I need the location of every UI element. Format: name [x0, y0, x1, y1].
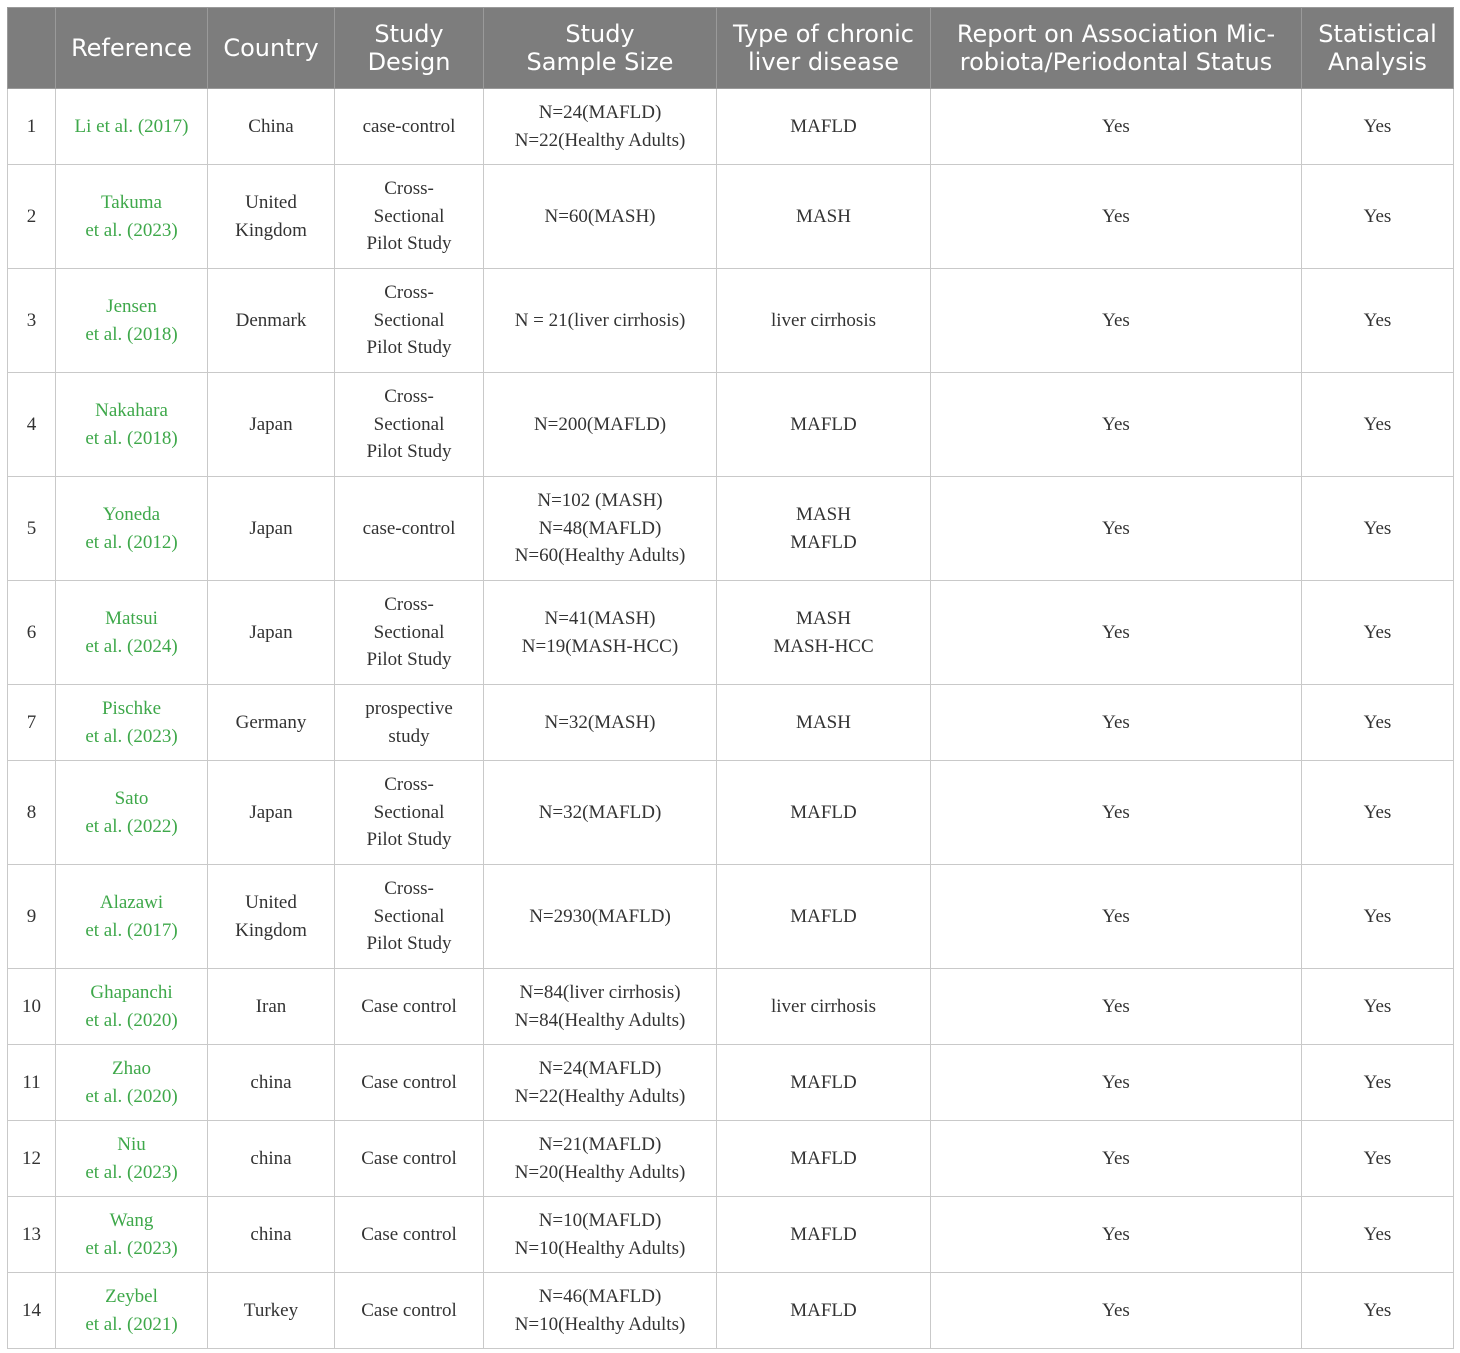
cell-disease-type-line: MAFLD: [790, 801, 857, 823]
cell-sample-size: [484, 865, 717, 969]
cell-country-line: United: [245, 891, 297, 913]
cell-reference-line: et al. (2020): [85, 1009, 178, 1031]
cell-study-design-line: prospective: [365, 697, 453, 719]
cell-statistical-analysis: Yes: [1302, 165, 1454, 269]
cell-statistical-analysis: Yes: [1302, 373, 1454, 477]
cell-disease-type: [717, 685, 931, 761]
cell-sample-size-line: N=48(MAFLD): [538, 517, 662, 539]
table-row: [8, 89, 1454, 165]
cell-sample-size-line: N=10(Healthy Adults): [514, 1237, 686, 1259]
cell-study-design-line: Pilot Study: [366, 233, 452, 255]
cell-country: [208, 685, 335, 761]
cell-sample-size-line: N=20(Healthy Adults): [514, 1161, 686, 1183]
cell-disease-type: [717, 1273, 931, 1349]
header-disease-type: Type of chronic liver disease: [717, 8, 931, 89]
cell-study-design-line: Cross-: [384, 594, 434, 616]
cell-sample-size: [484, 269, 717, 373]
cell-reference: [56, 373, 208, 477]
cell-country: [208, 477, 335, 581]
cell-country-line: Iran: [255, 995, 287, 1017]
cell-statistical-analysis: Yes: [1302, 865, 1454, 969]
table-row: [8, 1121, 1454, 1197]
cell-association-report: Yes: [931, 1197, 1302, 1273]
cell-disease-type-line: MAFLD: [790, 1299, 857, 1321]
cell-study-design: [335, 761, 484, 865]
cell-disease-type-line: MASH: [796, 503, 851, 525]
cell-study-design-line: Cross-: [384, 178, 434, 200]
cell-reference: [56, 865, 208, 969]
cell-disease-type: [717, 269, 931, 373]
cell-disease-type: [717, 969, 931, 1045]
cell-country: [208, 865, 335, 969]
cell-disease-type-line: MAFLD: [790, 1071, 857, 1093]
cell-disease-type: [717, 1197, 931, 1273]
cell-country: [208, 969, 335, 1045]
cell-association-report: Yes: [931, 477, 1302, 581]
cell-study-design: [335, 865, 484, 969]
cell-number: 6: [8, 581, 56, 685]
cell-reference-line: Sato: [114, 787, 149, 809]
header-row: [8, 8, 1454, 89]
cell-study-design-line: Case control: [361, 1299, 457, 1321]
cell-study-design-line: Sectional: [373, 905, 445, 927]
cell-reference-line: et al. (2024): [85, 635, 178, 657]
cell-study-design: [335, 1197, 484, 1273]
cell-sample-size-line: N=60(Healthy Adults): [514, 545, 686, 567]
cell-reference-line: Takuma: [101, 191, 162, 213]
cell-reference-line: Jensen: [106, 295, 157, 317]
table-row: [8, 373, 1454, 477]
cell-reference: [56, 1273, 208, 1349]
cell-statistical-analysis: Yes: [1302, 761, 1454, 865]
cell-study-design: [335, 89, 484, 165]
cell-country-line: china: [250, 1071, 292, 1093]
cell-statistical-analysis: Yes: [1302, 1273, 1454, 1349]
cell-reference-line: et al. (2018): [85, 427, 178, 449]
cell-statistical-analysis: Yes: [1302, 1045, 1454, 1121]
cell-country-line: Japan: [249, 517, 293, 539]
cell-study-design-line: study: [388, 725, 430, 747]
cell-country: [208, 373, 335, 477]
cell-statistical-analysis: Yes: [1302, 969, 1454, 1045]
cell-study-design-line: Case control: [361, 1071, 457, 1093]
cell-study-design-line: Case control: [361, 1147, 457, 1169]
cell-reference: [56, 581, 208, 685]
cell-statistical-analysis: Yes: [1302, 685, 1454, 761]
header-number: [8, 8, 56, 89]
cell-study-design: [335, 1045, 484, 1121]
cell-reference: [56, 1121, 208, 1197]
cell-sample-size: [484, 1045, 717, 1121]
cell-reference: [56, 1197, 208, 1273]
cell-study-design-line: Sectional: [373, 413, 445, 435]
cell-disease-type-line: MAFLD: [790, 531, 857, 553]
cell-number: 3: [8, 269, 56, 373]
cell-number: 2: [8, 165, 56, 269]
cell-reference-line: Niu: [117, 1133, 146, 1155]
cell-country-line: United: [245, 191, 297, 213]
cell-statistical-analysis: Yes: [1302, 1197, 1454, 1273]
cell-association-report: Yes: [931, 969, 1302, 1045]
cell-reference-line: et al. (2020): [85, 1085, 178, 1107]
cell-number: 12: [8, 1121, 56, 1197]
cell-sample-size-line: N=32(MAFLD): [538, 801, 662, 823]
table-row: [8, 165, 1454, 269]
cell-sample-size: [484, 89, 717, 165]
table-row: [8, 1197, 1454, 1273]
cell-study-design-line: Cross-: [384, 282, 434, 304]
header-country: Country: [208, 8, 335, 89]
cell-disease-type: [717, 165, 931, 269]
table-row: [8, 1273, 1454, 1349]
cell-country-line: Japan: [249, 413, 293, 435]
cell-association-report: Yes: [931, 761, 1302, 865]
table-body: [8, 89, 1454, 1349]
cell-country: [208, 1121, 335, 1197]
cell-association-report: Yes: [931, 685, 1302, 761]
cell-sample-size-line: N=24(MAFLD): [538, 101, 662, 123]
cell-study-design-line: case-control: [362, 517, 456, 539]
cell-reference-line: et al. (2021): [85, 1313, 178, 1335]
cell-reference-line: et al. (2017): [85, 919, 178, 941]
cell-country: [208, 269, 335, 373]
cell-study-design: [335, 969, 484, 1045]
cell-disease-type: [717, 1121, 931, 1197]
cell-study-design-line: Sectional: [373, 309, 445, 331]
cell-study-design-line: Pilot Study: [366, 829, 452, 851]
cell-sample-size-line: N=21(MAFLD): [538, 1133, 662, 1155]
cell-reference-line: Ghapanchi: [90, 981, 173, 1003]
cell-number: 11: [8, 1045, 56, 1121]
cell-number: 9: [8, 865, 56, 969]
cell-sample-size-line: N=102 (MASH): [537, 490, 663, 512]
cell-sample-size-line: N=60(MASH): [544, 205, 656, 227]
cell-reference-line: et al. (2012): [85, 531, 178, 553]
cell-study-design-line: Pilot Study: [366, 649, 452, 671]
table-row: [8, 269, 1454, 373]
cell-country-line: china: [250, 1223, 292, 1245]
cell-sample-size: [484, 165, 717, 269]
cell-sample-size: [484, 373, 717, 477]
cell-sample-size-line: N=24(MAFLD): [538, 1057, 662, 1079]
cell-reference-line: et al. (2023): [85, 1237, 178, 1259]
cell-association-report: Yes: [931, 165, 1302, 269]
cell-reference: [56, 761, 208, 865]
cell-study-design: [335, 373, 484, 477]
cell-sample-size: [484, 969, 717, 1045]
cell-sample-size-line: N=22(Healthy Adults): [514, 129, 686, 151]
cell-study-design-line: Pilot Study: [366, 441, 452, 463]
cell-disease-type-line: MASH: [796, 711, 851, 733]
cell-number: 10: [8, 969, 56, 1045]
cell-reference: [56, 969, 208, 1045]
cell-disease-type: [717, 89, 931, 165]
cell-sample-size: [484, 1273, 717, 1349]
cell-association-report: Yes: [931, 269, 1302, 373]
cell-study-design-line: Sectional: [373, 621, 445, 643]
cell-reference-line: Matsui: [105, 607, 158, 629]
cell-country-line: Japan: [249, 621, 293, 643]
cell-study-design: [335, 269, 484, 373]
cell-number: 4: [8, 373, 56, 477]
cell-country-line: china: [250, 1147, 292, 1169]
cell-sample-size: [484, 477, 717, 581]
cell-reference-line: et al. (2023): [85, 1161, 178, 1183]
table-row: [8, 1045, 1454, 1121]
cell-study-design-line: Sectional: [373, 205, 445, 227]
cell-reference: [56, 1045, 208, 1121]
cell-association-report: Yes: [931, 581, 1302, 685]
cell-disease-type: [717, 373, 931, 477]
cell-disease-type: [717, 581, 931, 685]
cell-sample-size-line: N=41(MASH): [544, 607, 656, 629]
cell-study-design-line: Pilot Study: [366, 337, 452, 359]
table-row: [8, 761, 1454, 865]
table-row: [8, 969, 1454, 1045]
cell-sample-size-line: N=84(liver cirrhosis): [519, 981, 681, 1003]
cell-study-design: [335, 1121, 484, 1197]
cell-study-design: [335, 685, 484, 761]
cell-country: [208, 1273, 335, 1349]
cell-sample-size: [484, 1197, 717, 1273]
cell-sample-size: [484, 1121, 717, 1197]
cell-reference: [56, 685, 208, 761]
cell-reference-line: Wang: [109, 1209, 154, 1231]
cell-disease-type-line: MAFLD: [790, 115, 857, 137]
cell-study-design-line: Case control: [361, 1223, 457, 1245]
cell-statistical-analysis: Yes: [1302, 477, 1454, 581]
cell-study-design-line: Cross-: [384, 386, 434, 408]
header-sample-size: Study Sample Size: [484, 8, 717, 89]
cell-sample-size-line: N=10(MAFLD): [538, 1209, 662, 1231]
cell-statistical-analysis: Yes: [1302, 581, 1454, 685]
cell-study-design-line: Cross-: [384, 774, 434, 796]
cell-country-line: Germany: [235, 711, 307, 733]
cell-number: 8: [8, 761, 56, 865]
studies-table: [7, 7, 1454, 1349]
cell-statistical-analysis: Yes: [1302, 269, 1454, 373]
cell-disease-type: [717, 477, 931, 581]
cell-disease-type-line: MAFLD: [790, 1223, 857, 1245]
header-association-report: Report on Association Mic- robiota/Periodontal Status: [931, 8, 1302, 89]
table-row: [8, 477, 1454, 581]
cell-disease-type-line: MASH: [796, 607, 851, 629]
cell-sample-size-line: N=32(MASH): [544, 711, 656, 733]
cell-reference-line: et al. (2018): [85, 323, 178, 345]
cell-reference: [56, 89, 208, 165]
cell-statistical-analysis: Yes: [1302, 89, 1454, 165]
cell-study-design-line: Pilot Study: [366, 933, 452, 955]
cell-association-report: Yes: [931, 373, 1302, 477]
cell-sample-size-line: N=10(Healthy Adults): [514, 1313, 686, 1335]
cell-number: 13: [8, 1197, 56, 1273]
cell-country: [208, 581, 335, 685]
cell-association-report: Yes: [931, 1045, 1302, 1121]
cell-disease-type: [717, 761, 931, 865]
cell-reference-line: Li et al. (2017): [74, 115, 189, 137]
cell-sample-size-line: N=19(MASH-HCC): [521, 635, 679, 657]
header-reference: Reference: [56, 8, 208, 89]
cell-sample-size: [484, 685, 717, 761]
cell-disease-type-line: MAFLD: [790, 1147, 857, 1169]
cell-reference-line: et al. (2023): [85, 219, 178, 241]
cell-disease-type-line: liver cirrhosis: [770, 995, 876, 1017]
cell-sample-size-line: N = 21(liver cirrhosis): [514, 309, 686, 331]
cell-country-line: Denmark: [235, 309, 307, 331]
cell-study-design-line: Sectional: [373, 801, 445, 823]
cell-disease-type-line: liver cirrhosis: [770, 309, 876, 331]
cell-disease-type-line: MAFLD: [790, 413, 857, 435]
cell-number: 7: [8, 685, 56, 761]
cell-statistical-analysis: Yes: [1302, 1121, 1454, 1197]
cell-disease-type-line: MASH: [796, 205, 851, 227]
header-statistical-analysis: Statistical Analysis: [1302, 8, 1454, 89]
cell-country: [208, 761, 335, 865]
cell-sample-size-line: N=84(Healthy Adults): [514, 1009, 686, 1031]
cell-association-report: Yes: [931, 865, 1302, 969]
cell-sample-size-line: N=2930(MAFLD): [529, 905, 671, 927]
cell-disease-type: [717, 865, 931, 969]
cell-study-design-line: Cross-: [384, 878, 434, 900]
cell-country: [208, 1197, 335, 1273]
cell-reference-line: Nakahara: [95, 399, 168, 421]
cell-sample-size: [484, 581, 717, 685]
table-row: [8, 865, 1454, 969]
cell-reference: [56, 165, 208, 269]
cell-reference-line: Yoneda: [102, 503, 161, 525]
table-row: [8, 685, 1454, 761]
cell-association-report: Yes: [931, 1273, 1302, 1349]
cell-country: [208, 1045, 335, 1121]
cell-reference-line: et al. (2022): [85, 815, 178, 837]
cell-number: 14: [8, 1273, 56, 1349]
cell-study-design: [335, 477, 484, 581]
cell-association-report: Yes: [931, 89, 1302, 165]
table-row: [8, 581, 1454, 685]
cell-study-design: [335, 1273, 484, 1349]
cell-association-report: Yes: [931, 1121, 1302, 1197]
cell-country-line: China: [248, 115, 294, 137]
cell-reference-line: Alazawi: [99, 891, 164, 913]
cell-sample-size-line: N=22(Healthy Adults): [514, 1085, 686, 1107]
cell-reference: [56, 269, 208, 373]
cell-reference-line: Pischke: [101, 697, 162, 719]
cell-country-line: Kingdom: [235, 219, 307, 241]
cell-disease-type-line: MAFLD: [790, 905, 857, 927]
cell-number: 5: [8, 477, 56, 581]
cell-sample-size: [484, 761, 717, 865]
cell-study-design: [335, 581, 484, 685]
cell-sample-size-line: N=200(MAFLD): [533, 413, 667, 435]
header-study-design: Study Design: [335, 8, 484, 89]
cell-study-design-line: case-control: [362, 115, 456, 137]
cell-country-line: Kingdom: [235, 919, 307, 941]
cell-reference-line: Zhao: [111, 1057, 152, 1079]
cell-country-line: Japan: [249, 801, 293, 823]
cell-reference: [56, 477, 208, 581]
cell-reference-line: et al. (2023): [85, 725, 178, 747]
cell-sample-size-line: N=46(MAFLD): [538, 1285, 662, 1307]
cell-country: [208, 89, 335, 165]
cell-country: [208, 165, 335, 269]
cell-reference-line: Zeybel: [105, 1285, 158, 1307]
cell-disease-type: [717, 1045, 931, 1121]
cell-study-design: [335, 165, 484, 269]
cell-study-design-line: Case control: [361, 995, 457, 1017]
cell-number: 1: [8, 89, 56, 165]
cell-country-line: Turkey: [243, 1299, 299, 1321]
cell-disease-type-line: MASH-HCC: [773, 635, 874, 657]
